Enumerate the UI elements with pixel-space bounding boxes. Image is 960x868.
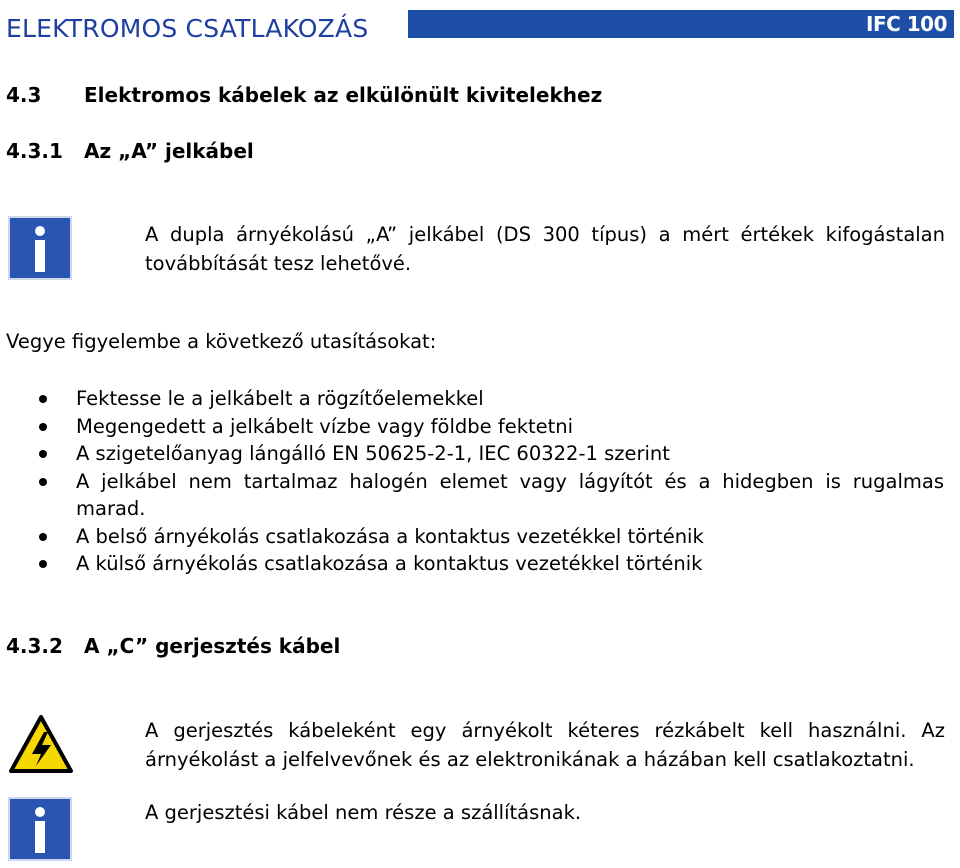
page-title: ELEKTROMOS CSATLAKOZÁS (6, 14, 369, 43)
subsection-title-1: Az „A” jelkábel (84, 139, 254, 163)
subsection-heading-1 (6, 139, 254, 163)
warning-note: A gerjesztés kábeleként egy árnyékolt kéteres rézkábelt kell használni. Az árnyékolást a jelfelvevőnek és az elektronikának a házában kell csatlakoztatni. (145, 719, 945, 771)
instructions-list (0, 385, 944, 578)
list-item: A jelkábel nem tartalmaz halogén elemet vagy lágyítót és a hidegben is rugalmas marad. (0, 468, 944, 523)
subsection-title-2: A „C” gerjesztés kábel (84, 634, 341, 658)
subsection-number-2: 4.3.2 (6, 634, 63, 658)
info-note-2: A gerjesztési kábel nem része a szállításnak. (145, 801, 582, 824)
high-voltage-warning-icon (8, 714, 74, 774)
info-icon (8, 797, 72, 861)
section-title: Elektromos kábelek az elkülönült kivitelekhez (84, 83, 603, 107)
instructions-intro: Vegye figyelembe a következő utasításokat: (6, 330, 437, 353)
brand-bar (408, 10, 954, 38)
subsection-heading-2 (6, 634, 340, 658)
info-icon (8, 216, 72, 280)
list-item: Fektesse le a jelkábelt a rögzítőelemekkel (0, 385, 944, 413)
list-item: A külső árnyékolás csatlakozása a kontaktus vezetékkel történik (0, 550, 944, 578)
list-item: A szigetelőanyag lángálló EN 50625-2-1, IEC 60322-1 szerint (0, 440, 944, 468)
info-note-1: A dupla árnyékolású „A” jelkábel (DS 300 típus) a mért értékek kifogástalan továbbítását tesz lehetővé. (145, 223, 945, 275)
section-heading (6, 83, 602, 107)
section-number: 4.3 (6, 83, 42, 107)
list-item: Megengedett a jelkábelt vízbe vagy földbe fektetni (0, 413, 944, 441)
list-item: A belső árnyékolás csatlakozása a kontaktus vezetékkel történik (0, 523, 944, 551)
brand-logo: IFC 100 (866, 12, 947, 36)
subsection-number-1: 4.3.1 (6, 139, 63, 163)
